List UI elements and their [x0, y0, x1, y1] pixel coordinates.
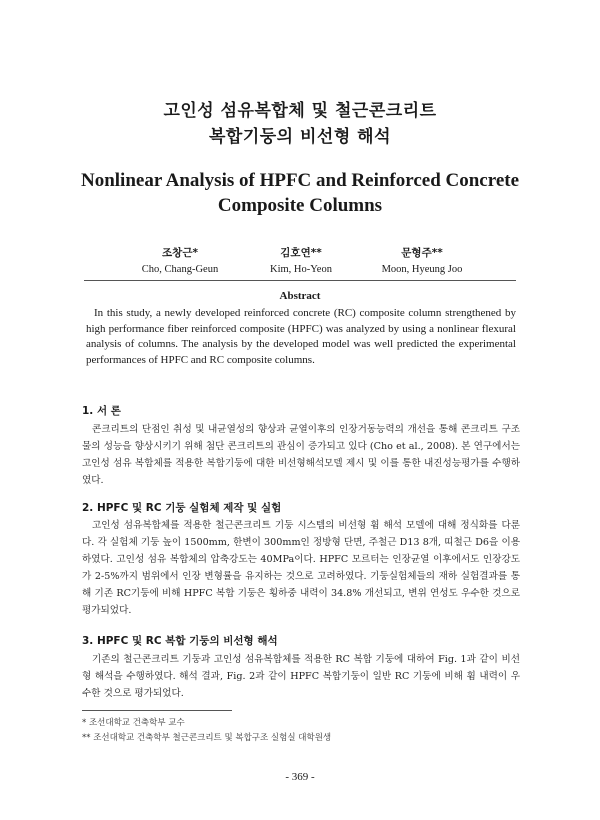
page-number: - 369 - [285, 771, 315, 783]
author-name-korean: 조창근* [162, 247, 198, 259]
korean-title-line-1: 고인성 섬유복합체 및 철근콘크리트 [163, 101, 437, 121]
author-name-korean: 문형주** [401, 247, 443, 259]
footnote-divider [82, 710, 232, 711]
section-1-heading: 1. 서 론 [82, 405, 121, 417]
author-2 [241, 245, 361, 275]
author-name-english: Moon, Hyeung Joo [381, 264, 463, 275]
author-name-korean: 김호연** [280, 247, 322, 259]
section-2-text: 고인성 섬유복합체를 적용한 철근콘크리트 기둥 시스템의 비선형 휨 해석 모델에 대해 정식화를 다룬다. 각 실험체 기둥 높이 1500mm, 한변이 300mm인 정방형 단면, 주철근 D13 8개, 띠철근 D6을 이용하였다. 고인성 섬유 복합체의 압축강도는 40MPa이다. HPFC 모르터는 인장균열 이후에서도 인장강도가 2-5%까지 범위에서 인장 변형률을 유지하는 것으로 고려하였다. 기둥실험체들의 재하 실험결과를 통해 기존 RC기둥에 비해 HPFC 복합 기둥은 횡하중 내력이 34.8% 개선되고, 변위 연성도 우수한 것으로 평가되었다. [82, 520, 520, 616]
author-name-english: Kim, Ho-Yeon [270, 264, 332, 275]
author-name-english: Cho, Chang-Geun [141, 264, 219, 275]
footnote-2: ** 조선대학교 건축학부 철근콘크리트 및 복합구조 실험실 대학원생 [82, 733, 332, 743]
section-1-text: 콘크리트의 단점인 취성 및 내균열성의 향상과 균열이후의 인장거동능력의 개선을 통해 콘크리트 구조물의 성능을 향상시키기 위해 첨단 콘크리트의 관심이 증가되고 있다 (Cho et al., 2008). 본 연구에서는 고인성 섬유 복합체를 적용한 복합기둥에 대한 비선형해석모델 제시 및 이를 통한 내진성능평가를 수행하였다. [82, 424, 520, 486]
section-3-heading: 3. HPFC 및 RC 복합 기둥의 비선형 해석 [82, 635, 278, 647]
section-2-heading: 2. HPFC 및 RC 기둥 실험체 제작 및 실험 [82, 502, 282, 514]
header-divider [84, 280, 516, 281]
abstract-heading: Abstract [279, 290, 321, 302]
author-1 [120, 245, 240, 275]
footnote-1: * 조선대학교 건축학부 교수 [82, 718, 185, 728]
english-title-line-2: Composite Columns [217, 195, 383, 216]
english-title-line-1: Nonlinear Analysis of HPFC and Reinforced Concrete [80, 170, 520, 191]
abstract-text: In this study, a newly developed reinforced concrete (RC) composite column strengthened by high performance fiber reinforced composite (HPFC) was analyzed by using a nonlinear flexural analysis of columns. The analysis by the developed model was well predicted the experimental performances of HPFC and RC composite columns. [86, 307, 516, 366]
section-3-text: 기존의 철근콘크리트 기둥과 고인성 섬유복합체를 적용한 RC 복합 기둥에 대하여 Fig. 1과 같이 비선형 해석을 수행하였다. 해석 결과, Fig. 2과 같이 HPFC 복합기둥이 일반 RC 기둥에 비해 휨 내력이 우수한 것으로 평가되었다. [82, 654, 520, 699]
author-3 [362, 245, 482, 275]
korean-title-line-2: 복합기둥의 비선형 해석 [208, 127, 392, 147]
